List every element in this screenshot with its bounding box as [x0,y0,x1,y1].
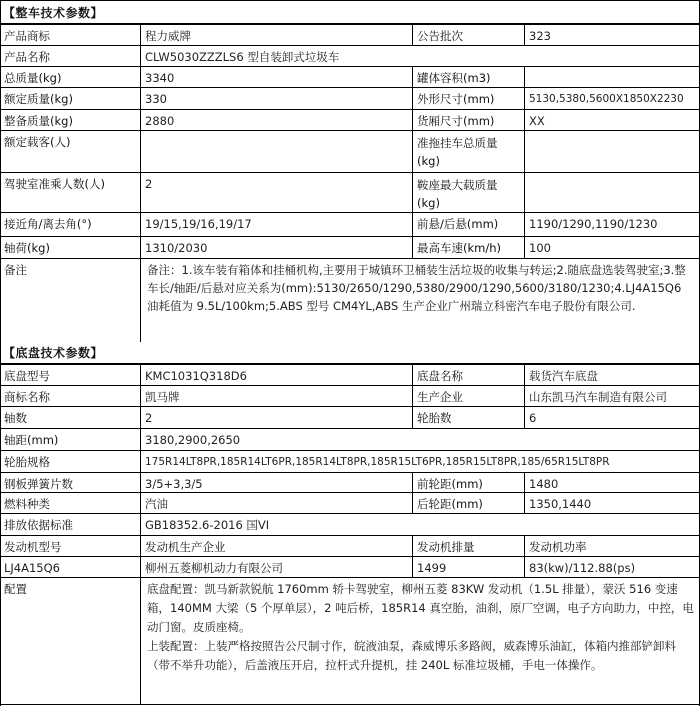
label-springs: 钢板弹簧片数 [4,477,73,491]
label-fuel: 燃料种类 [4,497,50,511]
label-dimensions: 外形尺寸(mm) [412,88,524,109]
label-tank-volume: 罐体容积(m3) [412,67,524,87]
value-cargo-size: XX [524,110,700,130]
value-total-mass: 3340 [140,67,412,87]
value-wheelbase: 3180,2900,2650 [140,429,700,450]
vehicle-row-3 [0,66,700,87]
value-dimensions: 5130,5380,5600X1850X2230 [524,88,700,109]
label-brand: 产品商标 [4,29,50,43]
value-config: 底盘配置：凯马新款锐航 1760mm 轿卡驾驶室，柳州五菱 83KW 发动机（1.5L 排量），蒙沃 516 变速箱，140MM 大梁（5 个厚单层），2 吨后桥，185R14 真空胎，油刹，原厂空调，电子方向助力，中控，电动门窗。皮质座椅。 上装配置：上装严格按照告公尺制寸作，皖液油泵，森威博乐多路阀，威森博乐油缸，体箱内推部铲卸料（带不举升功能），后盖液压开启，拉杆式升提机，挂 240L 标准垃圾桶，手电一体操作。 [140,578,700,704]
vehicle-section-title: 【整车技术参数】 [0,0,700,24]
label-axles: 轴数 [4,411,27,425]
chassis-section-title: 【底盘技术参数】 [0,342,700,364]
value-saddle-mass [524,173,700,212]
value-tank-volume [524,67,700,87]
label-emission: 排放依据标准 [4,518,73,532]
value-manufacturer: 山东凯马汽车制造有限公司 [524,386,700,406]
label-trailer-mass: 准拖挂车总质量(kg) [412,131,524,172]
label-overhang: 前悬/后悬(mm) [412,213,524,236]
label-angles: 接近角/离去角(°) [4,217,92,231]
vehicle-row-4 [0,87,700,109]
chassis-row-1 [0,364,700,385]
label-remark: 备注 [4,263,27,277]
label-wheelbase: 轴距(mm) [4,433,59,447]
value-rear-track: 1350,1440 [524,493,700,513]
vehicle-row-6 [0,130,700,172]
label-trademark: 商标名称 [4,390,50,404]
label-engine-maker: 发动机生产企业 [140,536,412,556]
chassis-row-springs [0,472,700,492]
value-cab-seats: 2 [140,173,412,212]
chassis-row-wheelbase [0,428,700,450]
engine-header-row [0,535,700,556]
label-passengers: 额定载客(人) [4,135,71,149]
label-front-track: 前轮距(mm) [412,473,524,492]
vehicle-row-2 [0,45,700,66]
value-batch: 323 [524,25,700,45]
config-row [0,577,700,705]
label-max-speed: 最高车速(km/h) [412,237,524,258]
value-engine-power: 83(kw)/112.88(ps) [524,557,700,577]
value-trailer-mass [524,131,700,172]
vehicle-row-5 [0,109,700,130]
value-chassis-name: 载货汽车底盘 [524,365,700,385]
label-tire-spec: 轮胎规格 [4,455,50,469]
value-axles: 2 [140,407,412,428]
label-manufacturer: 生产企业 [412,386,524,406]
label-rated-mass: 额定质量(kg) [4,92,73,106]
label-engine-model: 发动机型号 [4,540,62,554]
value-engine-maker: 柳州五菱柳机动力有限公司 [140,557,412,577]
value-chassis-model: KMC1031Q318D6 [140,365,412,385]
label-product-name: 产品名称 [4,50,50,64]
chassis-row-2 [0,385,700,406]
value-angles: 19/15,19/16,19/17 [140,213,412,236]
label-axle-load: 轴荷(kg) [4,241,50,255]
label-chassis-model: 底盘型号 [4,369,50,383]
value-engine-displacement: 1499 [412,557,524,577]
value-brand: 程力威牌 [140,25,412,45]
value-axle-load: 1310/2030 [140,237,412,258]
label-cab-seats: 驾驶室准乘人数(人) [4,177,105,191]
value-tire-count: 6 [524,407,700,428]
label-batch: 公告批次 [412,25,524,45]
label-saddle-mass: 鞍座最大载质量(kg) [412,173,524,212]
label-chassis-name: 底盘名称 [412,365,524,385]
value-overhang: 1190/1290,1190/1230 [524,213,700,236]
value-rated-mass: 330 [140,88,412,109]
vehicle-row-9 [0,236,700,258]
value-trademark: 凯马牌 [140,386,412,406]
engine-values-row [0,556,700,577]
label-rear-track: 后轮距(mm) [412,493,524,513]
label-cargo-size: 货厢尺寸(mm) [412,110,524,130]
vehicle-remark-row [0,258,700,342]
chassis-row-emission [0,513,700,535]
value-front-track: 1480 [524,473,700,492]
vehicle-row-1 [0,24,700,45]
chassis-row-3 [0,406,700,428]
chassis-row-fuel [0,492,700,513]
value-max-speed: 100 [524,237,700,258]
value-passengers [140,131,412,172]
value-engine-model: LJ4A15Q6 [4,561,60,575]
label-total-mass: 总质量(kg) [4,71,62,85]
label-tire-count: 轮胎数 [412,407,524,428]
vehicle-row-8 [0,212,700,236]
chassis-row-tires [0,450,700,472]
value-fuel: 汽油 [140,493,412,513]
label-curb-mass: 整备质量(kg) [4,114,73,128]
value-springs: 3/5+3,3/5 [140,473,412,492]
value-product-name: CLW5030ZZZLS6 型自装卸式垃圾车 [140,46,700,66]
vehicle-row-7 [0,172,700,212]
value-curb-mass: 2880 [140,110,412,130]
value-tire-spec: 175R14LT8PR,185R14LT6PR,185R14LT8PR,185R15LT6PR,185R15LT8PR,185/65R15LT8PR [140,451,700,472]
label-engine-displacement: 发动机排量 [412,536,524,556]
value-remark: 备注：1.该车装有箱体和挂桶机构,主要用于城镇环卫桶装生活垃圾的收集与转运;2.随底盘选装驾驶室;3.整车长/轴距/后悬对应关系为(mm):5130/2650/1290,5380/2900/1290,5600/3180/1230;4.LJ4A15Q6 油耗值为 9.5L/100km;5.ABS 型号 CM4YL,ABS 生产企业广州瑞立科密汽车电子股份有限公司. [140,259,700,342]
label-engine-power: 发动机功率 [524,536,700,556]
label-config: 配置 [4,582,27,596]
value-emission: GB18352.6-2016 国VI [140,514,700,535]
